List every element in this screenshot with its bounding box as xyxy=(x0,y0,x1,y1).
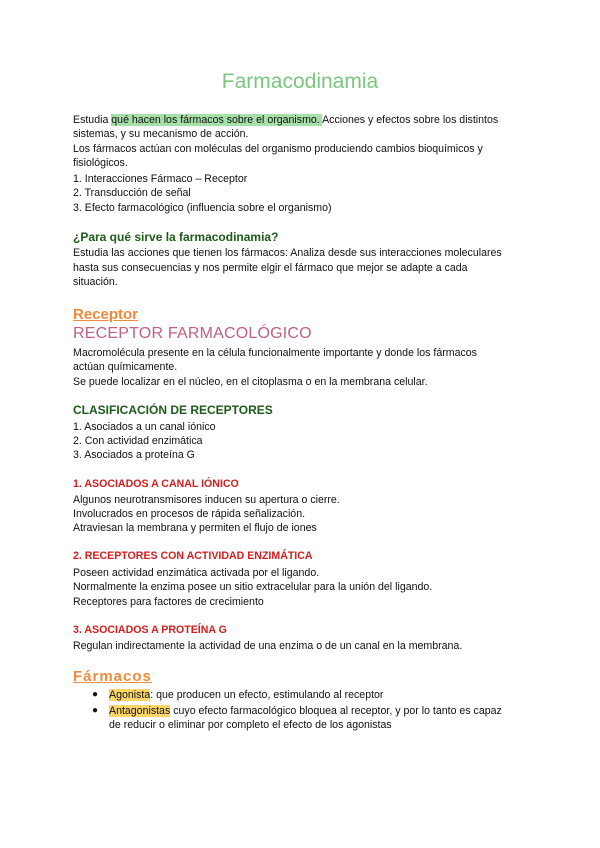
classification-heading: CLASIFICACIÓN DE RECEPTORES xyxy=(73,403,273,417)
receptor-section-title: Receptor xyxy=(73,306,139,323)
antagonist-text: cuyo efecto farmacológico bloquea al receptor, y por lo tanto es capaz xyxy=(170,705,502,717)
enzymatic-heading: 2. RECEPTORES CON ACTIVIDAD ENZIMÁTICA xyxy=(73,550,313,562)
bullet-icon: ● xyxy=(92,689,99,700)
antagonist-item xyxy=(109,704,502,718)
intro-list-item: 2. Transducción de señal xyxy=(73,187,191,199)
ionic-line: Involucrados en procesos de rápida señalización. xyxy=(73,508,306,520)
gprotein-heading: 3. ASOCIADOS A PROTEÍNA G xyxy=(73,624,227,636)
agonist-item xyxy=(109,688,383,702)
intro-line-3: Los fármacos actúan con moléculas del organismo produciendo cambios bioquímicos y xyxy=(73,143,483,155)
enzymatic-line: Receptores para factores de crecimiento xyxy=(73,596,264,608)
agonist-text: : que producen un efecto, estimulando al receptor xyxy=(150,689,384,701)
drugs-section-title: Fármacos xyxy=(73,668,152,685)
classification-item: 1. Asociados a un canal iónico xyxy=(73,421,216,433)
intro-highlight: qué hacen los fármacos sobre el organismo. xyxy=(111,114,323,126)
ionic-heading: 1. ASOCIADOS A CANAL IÓNICO xyxy=(73,478,239,490)
intro-line-2: sistemas, y su mecanismo de acción. xyxy=(73,128,249,140)
intro-list-item: 3. Efecto farmacológico (influencia sobre el organismo) xyxy=(73,202,332,214)
enzymatic-line: Normalmente la enzima posee un sitio extracelular para la unión del ligando. xyxy=(73,581,433,593)
intro-line-4: fisiológicos. xyxy=(73,157,128,169)
receptor-line: Macromolécula presente en la célula funcionalmente importante y donde los fármacos xyxy=(73,347,477,359)
purpose-heading: ¿Para qué sirve la farmacodinamia? xyxy=(73,230,279,244)
intro-line-1-post: Acciones y efectos sobre los distintos xyxy=(322,114,499,126)
receptor-line: actúan químicamente. xyxy=(73,361,178,373)
ionic-line: Algunos neurotransmisores inducen su apertura o cierre. xyxy=(73,494,340,506)
ionic-line: Atraviesan la membrana y permiten el flujo de iones xyxy=(73,522,317,534)
purpose-line: hasta sus consecuencias y nos permite elgir el fármaco que mejor se adapte a cada xyxy=(73,262,468,274)
purpose-line: situación. xyxy=(73,276,118,288)
classification-item: 3. Asociados a proteína G xyxy=(73,449,195,461)
classification-item: 2. Con actividad enzimática xyxy=(73,435,203,447)
antagonist-line-2: de reducir o eliminar por completo el efecto de los agonistas xyxy=(109,719,392,731)
intro-list-item: 1. Interacciones Fármaco – Receptor xyxy=(73,173,248,185)
agonist-term: Agonista xyxy=(109,689,151,701)
intro-line-1 xyxy=(73,113,498,127)
purpose-line: Estudia las acciones que tienen los fármacos: Analiza desde sus interacciones moleculares xyxy=(73,247,502,259)
intro-line-1-pre: Estudia xyxy=(73,114,112,126)
bullet-icon: ● xyxy=(92,705,99,716)
gprotein-line: Regulan indirectamente la actividad de una enzima o de un canal en la membrana. xyxy=(73,640,463,652)
receptor-subtitle: RECEPTOR FARMACOLÓGICO xyxy=(73,325,312,342)
page-title: Farmacodinamia xyxy=(221,70,379,93)
antagonist-term: Antagonistas xyxy=(109,705,171,717)
receptor-line: Se puede localizar en el núcleo, en el citoplasma o en la membrana celular. xyxy=(73,376,428,388)
enzymatic-line: Poseen actividad enzimática activada por el ligando. xyxy=(73,567,320,579)
